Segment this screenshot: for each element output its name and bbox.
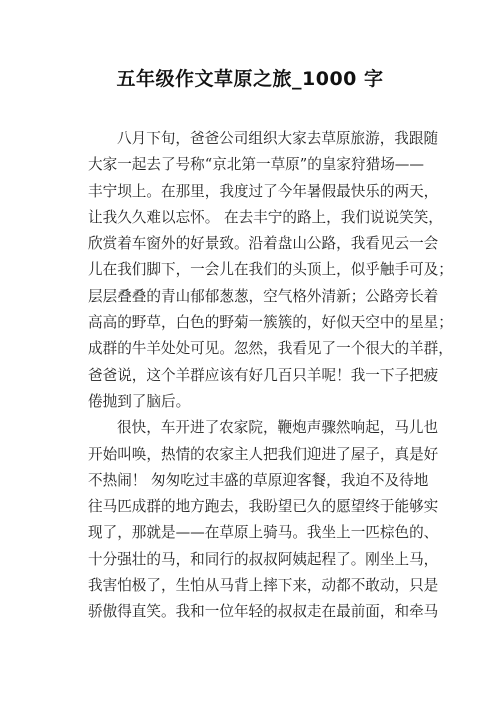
text-line: 倦抛到了脑后。 [88, 392, 191, 410]
page-title: 五年级作文草原之旅_1000 字 [116, 68, 384, 90]
text-line: 骄傲得直笑。我和一位年轻的叔叔走在最前面，和牵马 [88, 603, 439, 621]
text-line: 十分强壮的马，和同行的叔叔阿姨起程了。刚坐上马， [88, 550, 439, 568]
text-line: 往马匹成群的地方跑去，我盼望已久的愿望终于能够实 [88, 498, 439, 516]
text-line: 成群的牛羊处处可见。忽然，我看见了一个很大的羊群， [88, 340, 453, 358]
text-line: 八月下旬，爸爸公司组织大家去草原旅游，我跟随 [117, 130, 439, 147]
text-line: 层层叠叠的青山郁郁葱葱，空气格外清新；公路旁长着 [88, 287, 439, 305]
text-line: 现了，那就是——在草原上骑马。我坐上一匹棕色的、 [88, 524, 439, 542]
text-line: 高高的野草，白色的野菊一簇簇的，好似天空中的星星； [88, 314, 453, 332]
essay-body [88, 126, 453, 626]
text-line: 很快，车开进了农家院，鞭炮声骤然响起，马儿也 [117, 419, 439, 437]
text-line: 让我久久难以忘怀。 在去丰宁的路上，我们说说笑笑， [88, 208, 443, 226]
text-line: 不热闹！ 匆匆吃过丰盛的草原迎客餐，我迫不及待地 [88, 471, 429, 489]
text-line: 大家一起去了号称“京北第一草原”的皇家狩猎场—— [88, 156, 424, 174]
text-line: 丰宁坝上。在那里，我度过了今年暑假最快乐的两天， [88, 182, 439, 200]
text-line: 我害怕极了，生怕从马背上摔下来，动都不敢动，只是 [88, 577, 439, 595]
text-line: 欣赏着车窗外的好景致。沿着盘山公路，我看见云一会 [88, 235, 439, 253]
text-line: 开始叫唤，热情的农家主人把我们迎进了屋子，真是好 [88, 445, 439, 463]
text-line: 儿在我们脚下，一会儿在我们的头顶上，似乎触手可及； [88, 261, 453, 279]
text-line: 爸爸说，这个羊群应该有好几百只羊呢！我一下子把疲 [88, 366, 439, 384]
